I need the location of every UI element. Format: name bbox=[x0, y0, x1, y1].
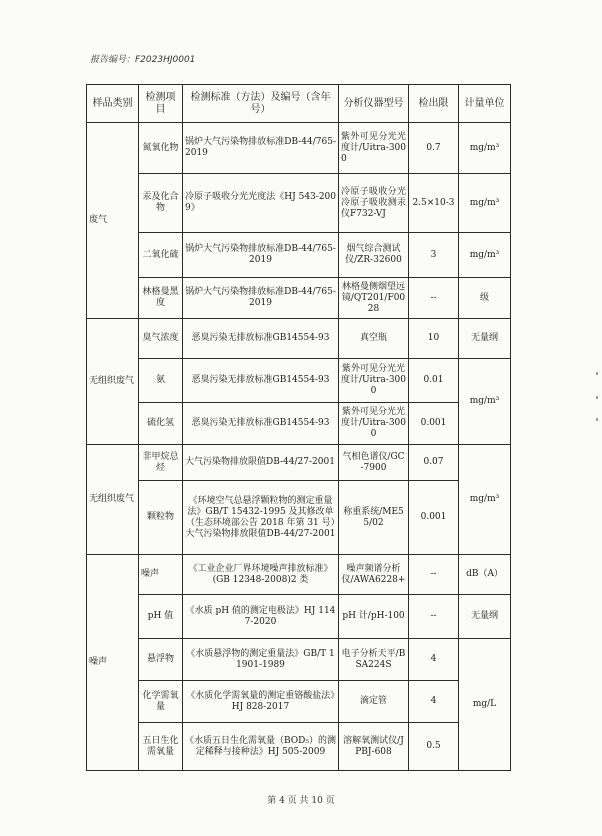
standard-cell: 《水质悬浮物的测定重量法》GB/T 11901-1989 bbox=[183, 639, 339, 681]
item-cell: 五日生化需氧量 bbox=[139, 723, 183, 771]
standard-cell: 恶臭污染无排放标准GB14554-93 bbox=[183, 403, 339, 445]
standard-cell: 《工业企业厂界环境噪声排放标准》(GB 12348-2008)2 类 bbox=[183, 555, 339, 595]
limit-cell: 2.5×10-3 bbox=[409, 174, 459, 233]
item-cell: 臭气浓度 bbox=[139, 319, 183, 359]
standard-cell: 冷原子吸收分光光度法《HJ 543-2009》 bbox=[183, 174, 339, 233]
table-row bbox=[87, 445, 511, 481]
unit-cell: mg/m³ bbox=[459, 174, 511, 233]
header-instrument: 分析仪器型号 bbox=[339, 85, 409, 123]
item-cell: 非甲烷总烃 bbox=[139, 445, 183, 481]
category-cell: 无组织废气 bbox=[87, 445, 139, 555]
item-cell: 二氧化硫 bbox=[139, 233, 183, 278]
page-footer: 第 4 页 共 10 页 bbox=[267, 796, 335, 806]
item-cell: 氨 bbox=[139, 359, 183, 403]
table-row bbox=[87, 233, 511, 278]
item-cell: 颗粒物 bbox=[139, 481, 183, 555]
standard-cell: 《水质 pH 值的测定电极法》HJ 1147-2020 bbox=[183, 595, 339, 639]
table-row bbox=[87, 359, 511, 403]
item-cell: 林格曼黑度 bbox=[139, 278, 183, 319]
limit-cell: -- bbox=[409, 278, 459, 319]
standard-cell: 大气污染物排放限值DB-44/27-2001 bbox=[183, 445, 339, 481]
table-row bbox=[87, 403, 511, 445]
table-row bbox=[87, 639, 511, 681]
standard-cell: 锅炉大气污染物排放标准DB-44/765-2019 bbox=[183, 233, 339, 278]
instrument-cell: 称重系统/ME55/02 bbox=[339, 481, 409, 555]
header-test-item: 检测项目 bbox=[139, 85, 183, 123]
unit-cell: 无量纲 bbox=[459, 319, 511, 359]
limit-cell: 0.01 bbox=[409, 359, 459, 403]
standard-cell: 恶臭污染无排放标准GB14554-93 bbox=[183, 359, 339, 403]
unit-cell: mg/L bbox=[459, 639, 511, 771]
limit-cell: 0.001 bbox=[409, 481, 459, 555]
limit-cell: -- bbox=[409, 555, 459, 595]
limit-cell: 3 bbox=[409, 233, 459, 278]
limit-cell: -- bbox=[409, 595, 459, 639]
table-row bbox=[87, 555, 511, 595]
category-cell: 噪声 bbox=[87, 555, 139, 771]
table-row bbox=[87, 319, 511, 359]
scan-mark bbox=[596, 396, 598, 399]
table-row bbox=[87, 481, 511, 555]
header-unit: 计量单位 bbox=[459, 85, 511, 123]
item-cell: 噪声 bbox=[139, 555, 183, 595]
instrument-cell: 林格曼侧烟望远镜/QT201/F0028 bbox=[339, 278, 409, 319]
instrument-cell: 真空瓶 bbox=[339, 319, 409, 359]
table-row bbox=[87, 174, 511, 233]
standard-cell: 《水质化学需氧量的测定重铬酸盐法》HJ 828-2017 bbox=[183, 681, 339, 723]
table-row bbox=[87, 595, 511, 639]
instrument-cell: pH 计/pH-100 bbox=[339, 595, 409, 639]
unit-cell: mg/m³ bbox=[459, 445, 511, 555]
category-cell: 无组织废气 bbox=[87, 319, 139, 445]
limit-cell: 0.7 bbox=[409, 123, 459, 174]
item-cell: 化学需氧量 bbox=[139, 681, 183, 723]
item-cell: pH 值 bbox=[139, 595, 183, 639]
unit-cell: mg/m³ bbox=[459, 123, 511, 174]
limit-cell: 4 bbox=[409, 681, 459, 723]
standard-cell: 《环境空气总悬浮颗粒物的测定重量法》GB/T 15432-1995 及其修改单（生态环境部公告 2018 年第 31 号）大气污染物排放限值DB-44/27-2001 bbox=[183, 481, 339, 555]
unit-cell: 无量纲 bbox=[459, 595, 511, 639]
table-row bbox=[87, 123, 511, 174]
standard-cell: 恶臭污染无排放标准GB14554-93 bbox=[183, 319, 339, 359]
item-cell: 汞及化合物 bbox=[139, 174, 183, 233]
unit-cell: mg/m³ bbox=[459, 359, 511, 445]
report-number: 报告编号：F2023HJ0001 bbox=[90, 55, 196, 65]
limit-cell: 0.5 bbox=[409, 723, 459, 771]
standard-cell: 锅炉大气污染物排放标准DB-44/765-2019 bbox=[183, 278, 339, 319]
item-cell: 氮氧化物 bbox=[139, 123, 183, 174]
instrument-cell: 烟气综合测试仪/ZR-32600 bbox=[339, 233, 409, 278]
item-cell: 硫化氢 bbox=[139, 403, 183, 445]
instrument-cell: 电子分析天平/BSA224S bbox=[339, 639, 409, 681]
unit-cell: 级 bbox=[459, 278, 511, 319]
unit-cell: dB（A） bbox=[459, 555, 511, 595]
instrument-cell: 紫外可见分光光度计/Uitra-3000 bbox=[339, 403, 409, 445]
scan-mark bbox=[596, 418, 598, 421]
table-row bbox=[87, 278, 511, 319]
standard-cell: 《水质五日生化需氧量（BOD₅）的测定稀释与接种法》HJ 505-2009 bbox=[183, 723, 339, 771]
limit-cell: 0.07 bbox=[409, 445, 459, 481]
table-row bbox=[87, 723, 511, 771]
instrument-cell: 紫外可见分光光度计/Uitra-3000 bbox=[339, 123, 409, 174]
instrument-cell: 噪声频谱分析仪/AWA6228+ bbox=[339, 555, 409, 595]
header-standard: 检测标准（方法）及编号（含年号） bbox=[183, 85, 339, 123]
header-sample-category: 样品类别 bbox=[87, 85, 139, 123]
table-header-row bbox=[87, 85, 511, 123]
item-cell: 悬浮物 bbox=[139, 639, 183, 681]
limit-cell: 4 bbox=[409, 639, 459, 681]
instrument-cell: 滴定管 bbox=[339, 681, 409, 723]
unit-cell: mg/m³ bbox=[459, 233, 511, 278]
instrument-cell: 气相色谱仪/GC-7900 bbox=[339, 445, 409, 481]
limit-cell: 0.001 bbox=[409, 403, 459, 445]
limit-cell: 10 bbox=[409, 319, 459, 359]
header-detection-limit: 检出限 bbox=[409, 85, 459, 123]
instrument-cell: 紫外可见分光光度计/Uitra-3000 bbox=[339, 359, 409, 403]
standard-cell: 锅炉大气污染物排放标准DB-44/765-2019 bbox=[183, 123, 339, 174]
table-row bbox=[87, 681, 511, 723]
test-method-table bbox=[86, 84, 511, 771]
instrument-cell: 溶解氧测试仪/JPBJ-608 bbox=[339, 723, 409, 771]
scan-mark bbox=[596, 372, 598, 375]
instrument-cell: 冷原子吸收分光冷原子吸收测汞仪F732-VJ bbox=[339, 174, 409, 233]
category-cell: 废气 bbox=[87, 123, 139, 319]
